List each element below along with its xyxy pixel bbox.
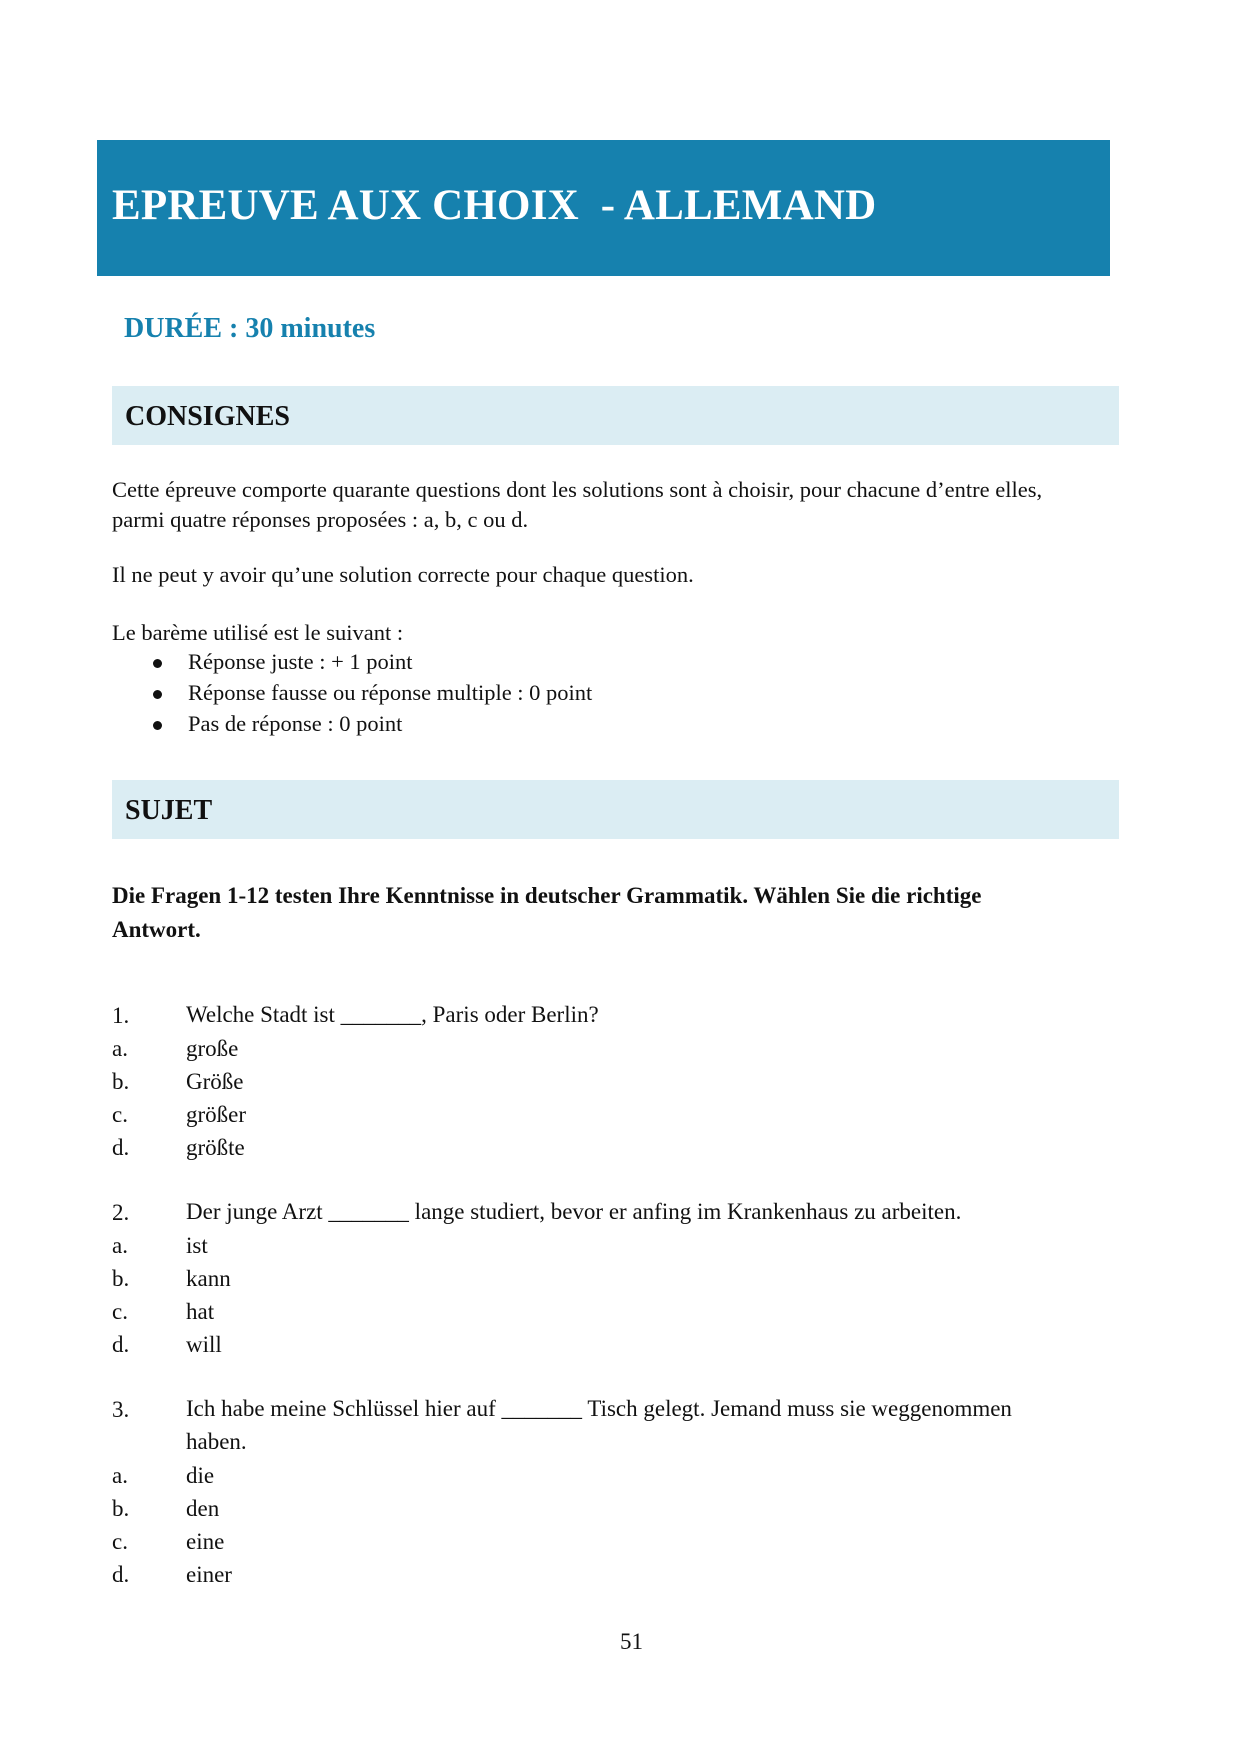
- q2-option-c-text: hat: [186, 1299, 215, 1324]
- q2-option-c-letter: c.: [112, 1299, 128, 1324]
- q1-option-b-letter: b.: [112, 1069, 130, 1094]
- consignes-p1-line2: parmi quatre réponses proposées : a, b, c ou d.: [112, 507, 529, 532]
- question-3-text: [186, 1392, 1106, 1458]
- consignes-paragraph-2: Il ne peut y avoir qu’une solution correcte pour chaque question.: [112, 562, 694, 587]
- question-3-number: 3.: [112, 1397, 130, 1422]
- sujet-section-header: [112, 780, 1119, 839]
- q3-option-a-text: die: [186, 1463, 215, 1488]
- sujet-intro-line2: Antwort.: [112, 917, 201, 942]
- sujet-intro-line1: Die Fragen 1-12 testen Ihre Kenntnisse in deutscher Grammatik. Wählen Sie die richtige: [112, 883, 982, 908]
- sujet-instructions: [112, 879, 1122, 947]
- q2-option-d-text: will: [186, 1332, 222, 1357]
- q2-option-a-letter: a.: [112, 1233, 128, 1258]
- page-title: EPREUVE AUX CHOIX - ALLEMAND: [112, 182, 877, 229]
- consignes-paragraph-1: [112, 475, 1042, 535]
- q1-option-c-letter: c.: [112, 1102, 128, 1127]
- question-2-number: 2.: [112, 1200, 130, 1225]
- q2-option-d-letter: d.: [112, 1332, 130, 1357]
- consignes-heading: CONSIGNES: [125, 401, 290, 432]
- q3-option-b-text: den: [186, 1496, 220, 1521]
- q2-option-a-text: ist: [186, 1233, 208, 1258]
- bullet-icon: [153, 690, 162, 699]
- question-2-text: Der junge Arzt _______ lange studiert, bevor er anfing im Krankenhaus zu arbeiten.: [186, 1199, 962, 1224]
- list-item-text: Réponse juste : + 1 point: [188, 649, 413, 674]
- q2-option-b-text: kann: [186, 1266, 231, 1291]
- list-item-text: Pas de réponse : 0 point: [188, 711, 403, 736]
- consignes-p1-line1: Cette épreuve comporte quarante questions dont les solutions sont à choisir, pour chacune d’entre elles,: [112, 477, 1043, 502]
- consignes-section-header: [112, 386, 1119, 445]
- bullet-icon: [153, 721, 162, 730]
- list-item-text: Réponse fausse ou réponse multiple : 0 point: [188, 680, 593, 705]
- q3-option-c-text: eine: [186, 1529, 225, 1554]
- question-1-number: 1.: [112, 1003, 130, 1028]
- sujet-heading: SUJET: [125, 795, 213, 826]
- question-3-text-line2: haben.: [186, 1429, 247, 1454]
- page-number: 51: [620, 1629, 643, 1654]
- q3-option-d-letter: d.: [112, 1562, 130, 1587]
- q1-option-a-letter: a.: [112, 1036, 128, 1061]
- q1-option-b-text: Größe: [186, 1069, 244, 1094]
- bullet-icon: [153, 659, 162, 668]
- q1-option-a-text: große: [186, 1036, 239, 1061]
- q3-option-c-letter: c.: [112, 1529, 128, 1554]
- question-3-text-line1: Ich habe meine Schlüssel hier auf _______ Tisch gelegt. Jemand muss sie weggenommen: [186, 1396, 1012, 1421]
- q1-option-d-letter: d.: [112, 1135, 130, 1160]
- q1-option-c-text: größer: [186, 1102, 247, 1127]
- q3-option-a-letter: a.: [112, 1463, 128, 1488]
- title-banner: [97, 140, 1110, 276]
- q2-option-b-letter: b.: [112, 1266, 130, 1291]
- q1-option-d-text: größte: [186, 1135, 245, 1160]
- duration-label: DURÉE : 30 minutes: [124, 313, 376, 344]
- consignes-paragraph-3: Le barème utilisé est le suivant :: [112, 620, 404, 645]
- question-1-text: Welche Stadt ist _______, Paris oder Berlin?: [186, 1002, 599, 1027]
- q3-option-d-text: einer: [186, 1562, 232, 1587]
- q3-option-b-letter: b.: [112, 1496, 130, 1521]
